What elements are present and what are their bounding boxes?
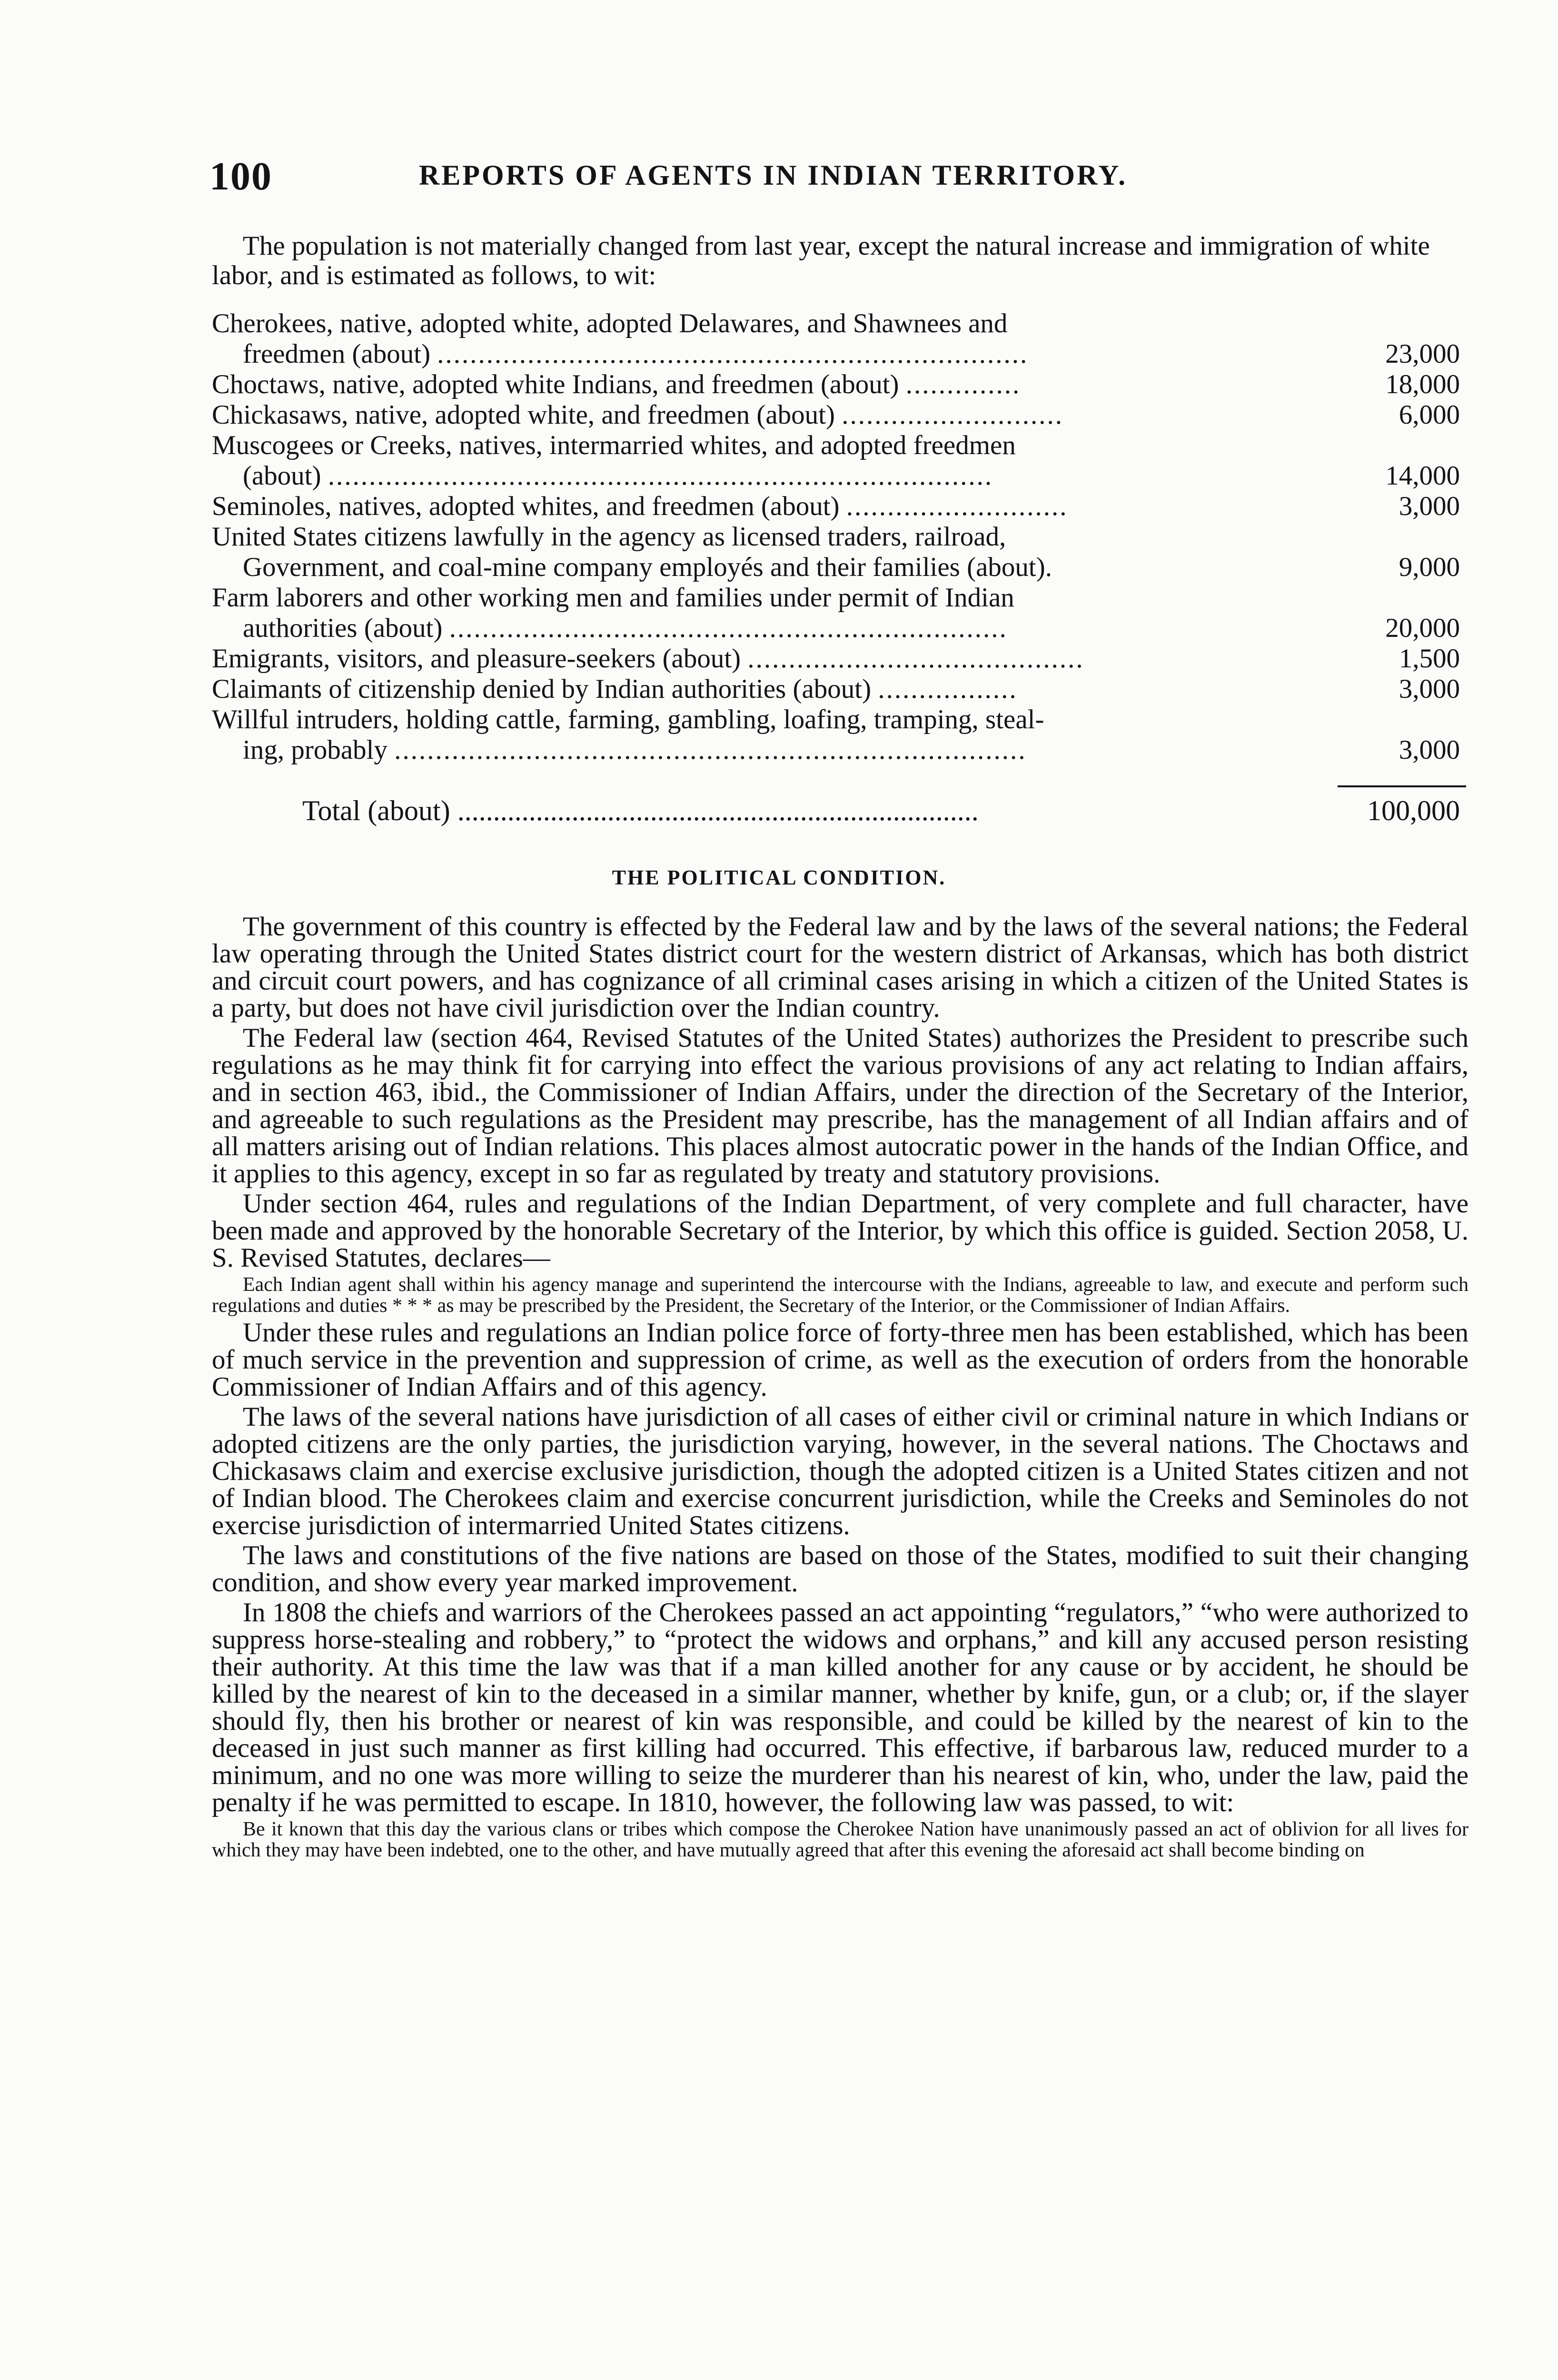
section-heading: THE POLITICAL CONDITION. xyxy=(612,866,946,889)
total-rule xyxy=(1338,785,1466,787)
population-row: United States citizens lawfully in the agency as licensed traders, railroad, Government, and coal-mine company employés and their families (about). 9,000 xyxy=(212,522,1460,582)
population-row: Muscogees or Creeks, natives, intermarried whites, and adopted freedmen (about) ................................................................................. 14,000 xyxy=(212,430,1460,491)
population-value: 14,000 xyxy=(1385,461,1460,491)
paragraph: The laws and constitutions of the five nations are based on those of the States, modified to suit their changing condition, and show every year marked improvement. xyxy=(212,1540,1469,1597)
intro-paragraph xyxy=(212,231,1469,290)
block-quote: Each Indian agent shall within his agency manage and superintend the intercourse with the Indians, agreeable to law, and execute and perform such regulations and duties * * * as may be prescribed by the President, the Secretary of the Interior, or the Commissioner of Indian Affairs. xyxy=(212,1274,1469,1317)
population-value: 3,000 xyxy=(1399,491,1460,521)
total-value: 100,000 xyxy=(1367,795,1460,826)
population-row: Choctaws, native, adopted white Indians, and freedmen (about) .............. 18,000 xyxy=(212,369,1460,399)
population-row: Cherokees, native, adopted white, adopted Delawares, and Shawnees and freedmen (about) ........................................................................ 23,000 xyxy=(212,308,1460,369)
population-label: Claimants of citizenship denied by Indian authorities (about) xyxy=(212,674,872,704)
paragraph: The government of this country is effected by the Federal law and by the laws of the several nations; the Federal law operating through the United States district court for the western district of Arkansas, which has both district and circuit court powers, and has cognizance of all criminal cases arising in which a citizen of the United States is a party, but does not have civil jurisdiction over the Indian country. xyxy=(212,912,1469,1023)
population-label: Chickasaws, native, adopted white, and freedmen (about) xyxy=(212,400,835,430)
paragraph: The laws of the several nations have jurisdiction of all cases of either civil or criminal nature in which Indians or adopted citizens are the only parties, the jurisdiction varying, however, in the several nations. The Choctaws and Chickasaws claim and exercise exclusive jurisdiction, though the adopted citizen is a United States citizen and not of Indian blood. The Cherokees claim and exercise concurrent jurisdiction, while the Creeks and Seminoles do not exercise jurisdiction of intermarried United States citizens. xyxy=(212,1402,1469,1540)
population-label: Emigrants, visitors, and pleasure-seekers (about) xyxy=(212,644,741,674)
population-row: Emigrants, visitors, and pleasure-seekers (about) ......................................... 1,500 xyxy=(212,644,1460,674)
paragraph: The Federal law (section 464, Revised Statutes of the United States) authorizes the President to prescribe such regulations as he may think fit for carrying into effect the various provisions of any act relating to Indian affairs, and in section 463, ibid., the Commissioner of Indian Affairs, under the direction of the Secretary of the Interior, and agreeable to such regulations as the President may prescribe, has the management of all Indian affairs and of all matters arising out of Indian relations. This places almost autocratic power in the hands of the Indian Office, and it applies to this agency, except in so far as regulated by treaty and statutory provisions. xyxy=(212,1023,1469,1189)
population-row: Farm laborers and other working men and families under permit of Indian authorities (about) .................................................................... 20,000 xyxy=(212,583,1460,643)
page-number: 100 xyxy=(209,154,272,198)
population-label: Choctaws, native, adopted white Indians, and freedmen (about) xyxy=(212,369,899,399)
population-row: Seminoles, natives, adopted whites, and freedmen (about) ........................... 3,000 xyxy=(212,491,1460,521)
population-value: 9,000 xyxy=(1399,552,1460,582)
population-value: 23,000 xyxy=(1385,339,1460,369)
paragraph: In 1808 the chiefs and warriors of the Cherokees passed an act appointing “regulators,” “who were authorized to suppress horse-stealing and robbery,” to “protect the widows and orphans,” and kill any accused person resisting their authority. At this time the law was that if a man killed another for any cause or by accident, he should be killed by the nearest of kin to the deceased in a similar manner, whether by knife, gun, or a club; or, if the slayer should fly, then his brother or nearest of kin was responsible, and could be killed by the nearest of kin to the deceased in just such manner as first killing had occurred. This effective, if barbarous law, reduced murder to a minimum, and no one was more willing to seize the murderer than his nearest of kin, who, under the law, paid the penalty if he was permitted to escape. In 1810, however, the following law was passed, to wit: xyxy=(212,1597,1469,1817)
intro-text: The population is not materially changed from last year, except the natural increase and immigration of white labor, and is estimated as follows, to wit: xyxy=(212,231,1430,290)
population-value: 1,500 xyxy=(1399,644,1460,674)
block-quote: Be it known that this day the various clans or tribes which compose the Cherokee Nation have unanimously passed an act of oblivion for all lives for which they may have been indebted, one to the other, and have mutually agreed that after this evening the aforesaid act shall become binding on xyxy=(212,1818,1469,1861)
population-value: 20,000 xyxy=(1385,613,1460,643)
population-value: 3,000 xyxy=(1399,674,1460,704)
population-row: Claimants of citizenship denied by Indian authorities (about) ................. 3,000 xyxy=(212,674,1460,704)
population-label: Seminoles, natives, adopted whites, and freedmen (about) xyxy=(212,491,840,521)
paragraph: Under these rules and regulations an Indian police force of forty-three men has been established, which has been of much service in the prevention and suppression of crime, as well as the execution of orders from the honorable Commissioner of Indian Affairs and of this agency. xyxy=(212,1318,1469,1402)
total-row: Total (about) ......................................................................... 100,000 xyxy=(212,794,1469,827)
population-value: 3,000 xyxy=(1399,735,1460,765)
body-text xyxy=(212,913,1469,1864)
population-row: Willful intruders, holding cattle, farming, gambling, loafing, tramping, steal- ing, probably ............................................................................. 3,000 xyxy=(212,704,1460,765)
running-title: REPORTS OF AGENTS IN INDIAN TERRITORY. xyxy=(419,159,1128,191)
population-value: 18,000 xyxy=(1385,369,1460,399)
population-value: 6,000 xyxy=(1399,400,1460,430)
paragraph: Under section 464, rules and regulations of the Indian Department, of very complete and full character, have been made and approved by the honorable Secretary of the Interior, by which this office is guided. Section 2058, U. S. Revised Statutes, declares— xyxy=(212,1189,1469,1273)
population-row: Chickasaws, native, adopted white, and freedmen (about) ........................... 6,000 xyxy=(212,400,1460,430)
population-table xyxy=(212,308,1469,765)
total-label: Total (about) xyxy=(302,795,450,826)
page-header xyxy=(209,153,1466,201)
